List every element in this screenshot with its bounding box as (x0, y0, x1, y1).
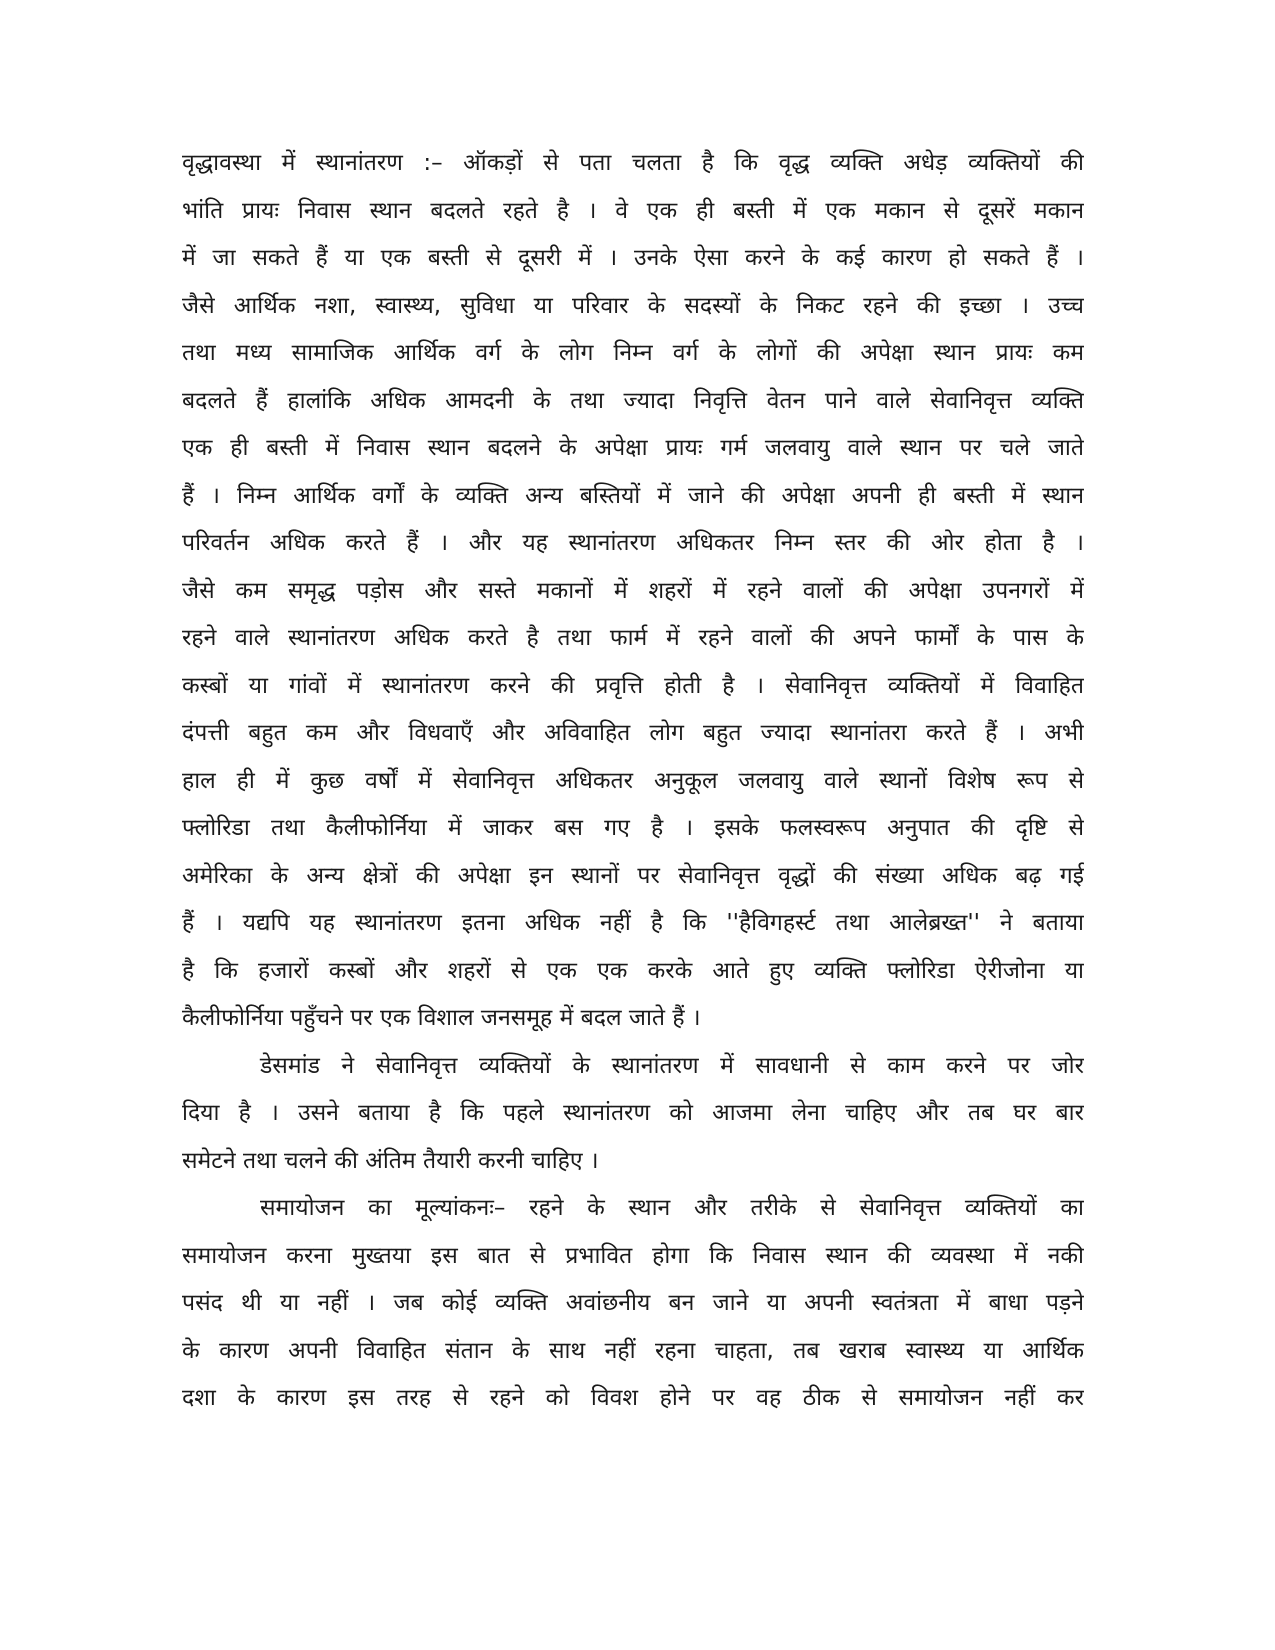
body-text (182, 140, 1084, 1423)
text-line: जैसे आर्थिक नशा, स्वास्थ्य, सुविधा या परिवार के सदस्यों के निकट रहने की इच्छा । उच्च (182, 292, 1084, 319)
text-line: कैलीफोर्निया पहुँचने पर एक विशाल जनसमूह में बदल जाते हैं । (182, 1005, 701, 1031)
text-line: समेटने तथा चलने की अंतिम तैयारी करनी चाहिए । (182, 1147, 599, 1174)
text-line: कस्बों या गांवों में स्थानांतरण करने की प्रवृत्ति होती है । सेवानिवृत्त व्यक्तियों में विवाहित (182, 672, 1084, 699)
text-line: दिया है । उसने बताया है कि पहले स्थानांतरण को आजमा लेना चाहिए और तब घर बार (182, 1100, 1084, 1126)
text-line: बदलते हैं हालांकि अधिक आमदनी के तथा ज्यादा निवृत्ति वेतन पाने वाले सेवानिवृत्त व्यक्ति (182, 387, 1084, 414)
text-line: हैं । यद्यपि यह स्थानांतरण इतना अधिक नहीं है कि ''हैविगहर्स्ट तथा आलेब्रख्त'' ने बताया (182, 910, 1084, 936)
text-line: दंपत्ती बहुत कम और विधवाएँ और अविवाहित लोग बहुत ज्यादा स्थानांतरा करते हैं । अभी (182, 720, 1084, 746)
paragraph-start-line: डेसमांड ने सेवानिवृत्त व्यक्तियों के स्थानांतरण में सावधानी से काम करने पर जोर (260, 1052, 1084, 1079)
text-line: पसंद थी या नहीं । जब कोई व्यक्ति अवांछनीय बन जाने या अपनी स्वतंत्रता में बाधा पड़ने (182, 1290, 1084, 1316)
text-line: हाल ही में कुछ वर्षों में सेवानिवृत्त अधिकतर अनुकूल जलवायु वाले स्थानों विशेष रूप से (182, 767, 1084, 794)
text-line: समायोजन करना मुख्तया इस बात से प्रभावित होगा कि निवास स्थान की व्यवस्था में नकी (182, 1242, 1084, 1269)
text-line: है कि हजारों कस्बों और शहरों से एक एक करके आते हुए व्यक्ति फ्लोरिडा ऐरीजोना या (182, 957, 1084, 984)
paragraph-start-line: समायोजन का मूल्यांकनः– रहने के स्थान और तरीके से सेवानिवृत्त व्यक्तियों का (260, 1195, 1084, 1221)
text-line: के कारण अपनी विवाहित संतान के साथ नहीं रहना चाहता, तब खराब स्वास्थ्य या आर्थिक (182, 1337, 1084, 1364)
text-line: जैसे कम समृद्ध पड़ोस और सस्ते मकानों में शहरों में रहने वालों की अपेक्षा उपनगरों में (182, 577, 1084, 604)
text-line: एक ही बस्ती में निवास स्थान बदलने के अपेक्षा प्रायः गर्म जलवायु वाले स्थान पर चले जाते (182, 435, 1084, 461)
text-line: दशा के कारण इस तरह से रहने को विवश होने पर वह ठीक से समायोजन नहीं कर (182, 1385, 1084, 1411)
text-line: परिवर्तन अधिक करते हैं । और यह स्थानांतरण अधिकतर निम्न स्तर की ओर होता है । (182, 530, 1084, 556)
text-line: हैं । निम्न आर्थिक वर्गों के व्यक्ति अन्य बस्तियों में जाने की अपेक्षा अपनी ही बस्ती में स्थान (182, 482, 1084, 509)
text-line: तथा मध्य सामाजिक आर्थिक वर्ग के लोग निम्न वर्ग के लोगों की अपेक्षा स्थान प्रायः कम (182, 340, 1084, 366)
text-line: रहने वाले स्थानांतरण अधिक करते है तथा फार्म में रहने वालों की अपने फार्मों के पास के (182, 625, 1084, 651)
text-line: में जा सकते हैं या एक बस्ती से दूसरी में । उनके ऐसा करने के कई कारण हो सकते हैं । (182, 245, 1084, 271)
text-line: फ्लोरिडा तथा कैलीफोर्निया में जाकर बस गए है । इसके फलस्वरूप अनुपात की दृष्टि से (182, 815, 1084, 841)
text-line: वृद्धावस्था में स्थानांतरण :– ऑकड़ों से पता चलता है कि वृद्ध व्यक्ति अधेड़ व्यक्तियों की (182, 150, 1084, 176)
text-line: अमेरिका के अन्य क्षेत्रों की अपेक्षा इन स्थानों पर सेवानिवृत्त वृद्धों की संख्या अधिक बढ़ गई (182, 862, 1084, 889)
text-line: भांति प्रायः निवास स्थान बदलते रहते है । वे एक ही बस्ती में एक मकान से दूसरें मकान (182, 197, 1084, 224)
